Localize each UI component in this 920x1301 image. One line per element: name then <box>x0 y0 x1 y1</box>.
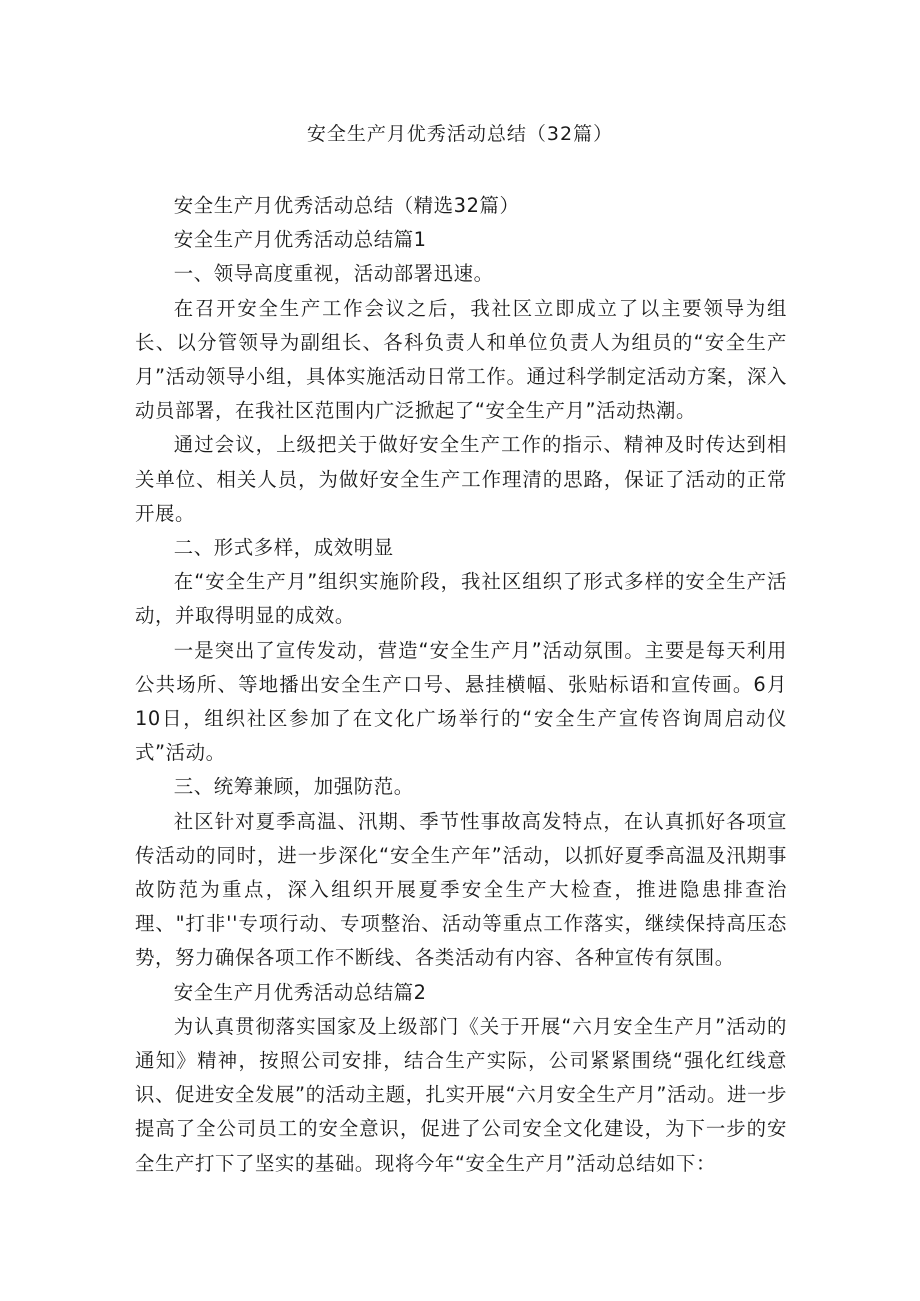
body-paragraph: 在召开安全生产工作会议之后，我社区立即成立了以主要领导为组长、以分管领导为副组长、各科负责人和单位负责人为组员的“安全生产月”活动领导小组，具体实施活动日常工作。通过科学制定活动方案，深入动员部署，在我社区范围内广泛掀起了“安全生产月”活动热潮。 <box>135 296 787 423</box>
body-paragraph: 一是突出了宣传发动，营造“安全生产月”活动氛围。主要是每天利用公共场所、等地播出安全生产口号、悬挂横幅、张贴标语和宣传画。6月10日，组织社区参加了在文化广场举行的“安全生产宣传咨询周启动仪式”活动。 <box>135 638 787 765</box>
body-paragraph: 社区针对夏季高温、汛期、季节性事故高发特点，在认真抓好各项宣传活动的同时，进一步深化“安全生产年”活动，以抓好夏季高温及汛期事故防范为重点，深入组织开展夏季安全生产大检查，推进隐患排查治理、"打非''专项行动、专项整治、活动等重点工作落实，继续保持高压态势，努力确保各项工作不断线、各类活动有内容、各种宣传有氛围。 <box>135 809 787 970</box>
body-paragraph: 通过会议，上级把关于做好安全生产工作的指示、精神及时传达到相关单位、相关人员，为做好安全生产工作理清的思路，保证了活动的正常开展。 <box>135 433 787 525</box>
section-heading-2: 安全生产月优秀活动总结篇2 <box>173 980 427 1004</box>
subtitle-paragraph: 安全生产月优秀活动总结（精选32篇） <box>173 194 520 217</box>
subheading-forms: 二、形式多样，成效明显 <box>173 536 394 560</box>
body-paragraph: 在“安全生产月”组织实施阶段，我社区组织了形式多样的安全生产活动，并取得明显的成效。 <box>135 570 787 628</box>
section-heading-1: 安全生产月优秀活动总结篇1 <box>173 228 427 252</box>
subheading-leadership: 一、领导高度重视，活动部署迅速。 <box>173 262 494 286</box>
document-title: 安全生产月优秀活动总结（32篇） <box>306 123 614 145</box>
subheading-coordination: 三、统筹兼顾，加强防范。 <box>173 775 414 799</box>
document-body <box>135 189 787 1181</box>
body-paragraph: 为认真贯彻落实国家及上级部门《关于开展“六月安全生产月”活动的通知》精神，按照公司安排，结合生产实际，公司紧紧围绕“强化红线意识、促进安全发展”的活动主题，扎实开展“六月安全生产月”活动。进一步提高了全公司员工的安全意识，促进了公司安全文化建设，为下一步的安全生产打下了坚实的基础。现将今年“安全生产月”活动总结如下： <box>135 1014 787 1175</box>
